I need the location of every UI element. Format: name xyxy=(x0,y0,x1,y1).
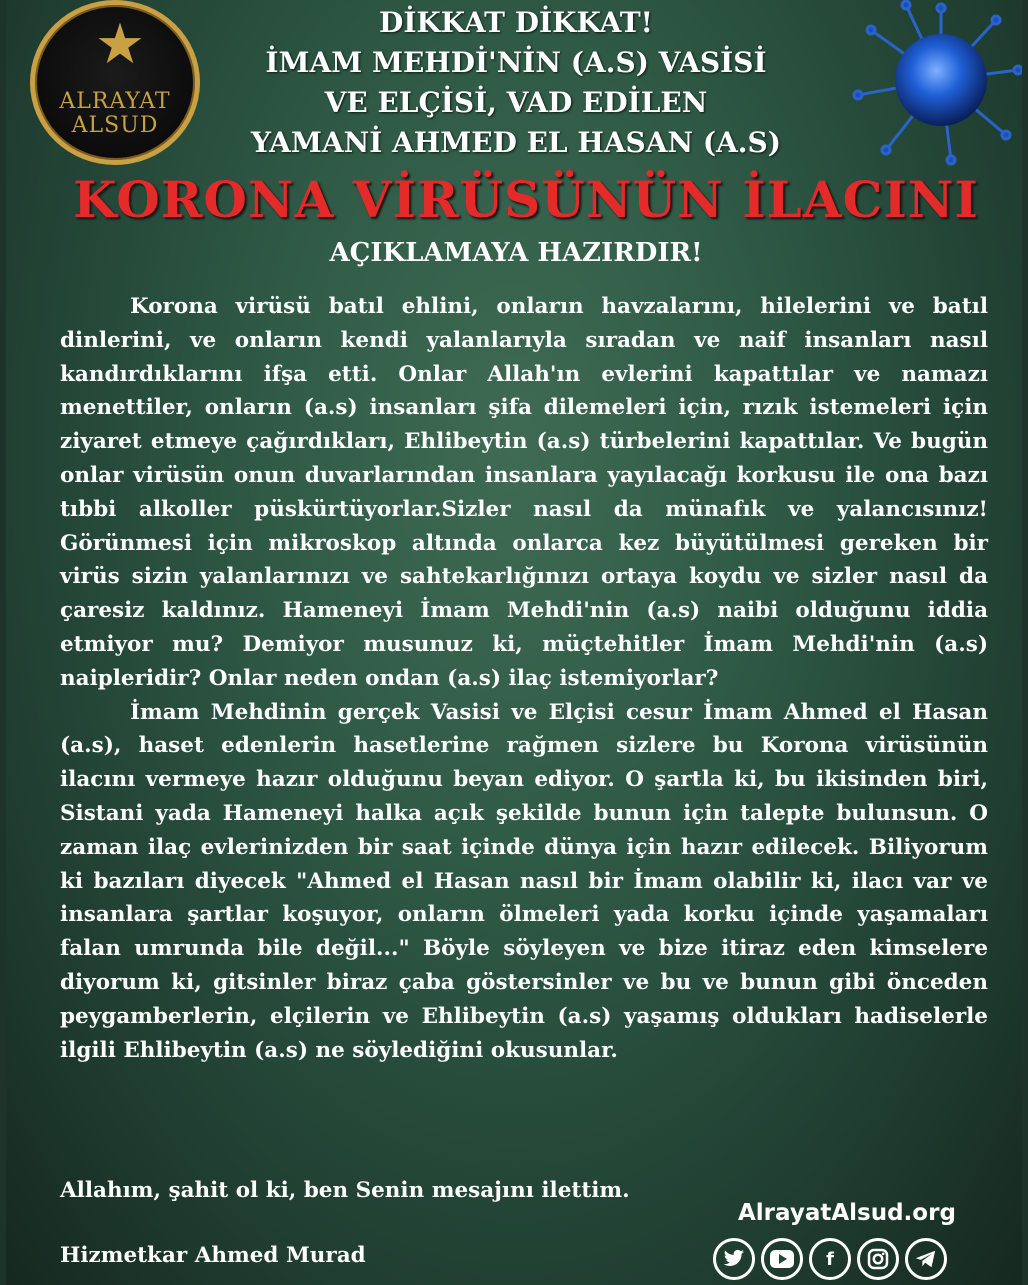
telegram-icon[interactable] xyxy=(905,1238,947,1280)
closing-line: Allahım, şahit ol ki, ben Senin mesajını ilettim. xyxy=(60,1178,630,1203)
website-link[interactable]: AlrayatAlsud.org xyxy=(738,1200,956,1226)
alrayat-alsud-logo xyxy=(30,0,200,165)
body-text xyxy=(60,290,988,1067)
instagram-icon[interactable] xyxy=(857,1238,899,1280)
paragraph-2: İmam Mehdinin gerçek Vasisi ve Elçisi cesur İmam Ahmed el Hasan (a.s), haset edenlerin hasetlerine rağmen sizlere bu Korona virüsünün ilacını vermeye hazır olduğunu beyan ediyor. O şartla ki, bu ikisinden biri, Sistani yada Hameneyi halka açık şekilde bunun için talepte bulunsun. O zaman ilaç evlerinizden bir saat içinde dünya için hazır edilecek. Biliyorum ki bazıları diyecek "Ahmed el Hasan nasıl bir İmam olabilir ki, ilacı var ve insanlara şartlar koşuyor, onların ölmeleri yada korku içinde yaşamaları falan umrunda bile değil..." Böyle söyleyen ve bize itiraz eden kimselere diyorum ki, gitsinler biraz çaba göstersinler ve bu ve bunun gibi önceden peygamberlerin, elçilerin ve Ehlibeytin (a.s) yaşamış oldukları hadiselerle ilgili Ehlibeytin (a.s) ne söylediğini okusunlar. xyxy=(60,699,988,1063)
signature: Hizmetkar Ahmed Murad xyxy=(60,1243,366,1268)
header-line-4: YAMANİ AHMED EL HASAN (A.S) xyxy=(250,126,782,159)
header-line-2: İMAM MEHDİ'NİN (A.S) VASİSİ xyxy=(265,46,767,79)
star-emblem-icon: ★ xyxy=(94,12,146,77)
logo-text-line2: ALSUD xyxy=(71,113,159,138)
facebook-icon[interactable]: f xyxy=(809,1238,851,1280)
social-icons xyxy=(713,1238,983,1284)
subheadline: AÇIKLAMAYA HAZIRDIR! xyxy=(329,238,703,268)
headline: KORONA VİRÜSÜNÜN İLACINI xyxy=(73,170,979,229)
twitter-icon[interactable] xyxy=(713,1238,755,1280)
logo-text-line1: ALRAYAT xyxy=(59,89,171,114)
youtube-icon[interactable] xyxy=(761,1238,803,1280)
coronavirus-icon xyxy=(846,0,1026,170)
header-line-1: DİKKAT DİKKAT! xyxy=(379,6,653,39)
paragraph-1: Korona virüsü batıl ehlini, onların havzalarını, hilelerini ve batıl dinlerini, ve onların kendi yalanlarıyla sıradan ve naif insanları nasıl kandırdıklarını ifşa etti. Onlar Allah'ın evlerini kapattılar ve namazı menettiler, onların (a.s) insanları şifa dilemeleri için, rızık istemeleri için ziyaret etmeye çağırdıkları, Ehlibeytin (a.s) türbelerini kapattılar. Ve bugün onlar virüsün onun duvarlarından insanlara yayılacağı korkusu ile ona bazı tıbbi alkoller püskürtüyorlar.Sizler nasıl da münafık ve yalancısınız! Görünmesi için mikroskop altında onlarca kez büyütülmesi gereken bir virüs sizin yalanlarınızı ve sahtekarlığınızı ortaya koydu ve sizler nasıl da çaresiz kaldınız. Hameneyi İmam Mehdi'nin (a.s) naibi olduğunu iddia etmiyor mu? Demiyor musunuz ki, müçtehitler İmam Mehdi'nin (a.s) naipleridir? Onlar neden ondan (a.s) ilaç istemiyorlar? xyxy=(60,294,988,691)
header-line-3: VE ELÇİSİ, VAD EDİLEN xyxy=(324,86,708,119)
